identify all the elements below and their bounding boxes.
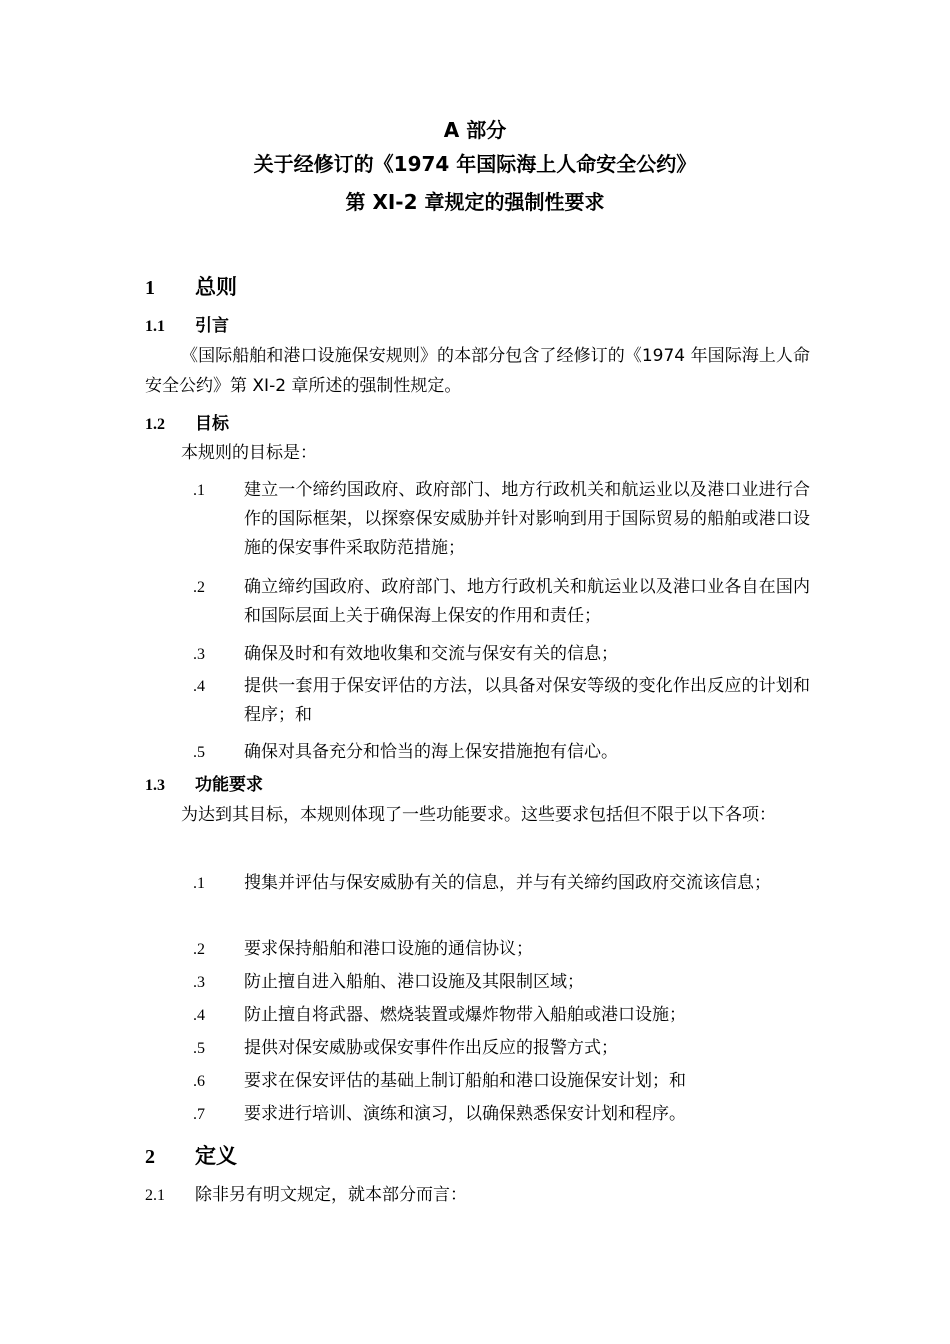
list-item: [193, 1067, 810, 1096]
document-title-line2: 第 XI-2 章规定的强制性要求: [345, 190, 605, 214]
list-item-text: 确保及时和有效地收集和交流与保安有关的信息；: [244, 644, 618, 664]
list-item-number: .7: [193, 1106, 205, 1123]
list-item-number: .5: [193, 1040, 205, 1057]
subsection-number: 1.2: [145, 416, 165, 433]
list-item-number: .3: [193, 974, 205, 991]
introduction-paragraph: 《国际船舶和港口设施保安规则》的本部分包含了经修订的《1974 年国际海上人命安全公约》第 XI-2 章所述的强制性规定。: [145, 346, 810, 396]
section-1-heading: [145, 272, 237, 303]
list-item-number: .3: [193, 646, 205, 663]
list-item: [193, 573, 810, 631]
clause-text: 除非另有明文规定，就本部分而言：: [195, 1185, 467, 1205]
subsection-title: 功能要求: [195, 775, 263, 795]
list-item-number: .1: [193, 482, 205, 499]
list-item-text: 确保对具备充分和恰当的海上保安措施抱有信心。: [244, 742, 618, 762]
functional-requirements-intro: 为达到其目标，本规则体现了一些功能要求。这些要求包括但不限于以下各项：: [181, 805, 776, 825]
clause-number: 2.1: [145, 1187, 165, 1204]
list-item: [193, 1100, 810, 1129]
list-item: [193, 869, 810, 898]
objectives-intro: 本规则的目标是：: [181, 443, 317, 463]
subsection-1-1-heading: [145, 313, 229, 340]
list-item-number: .5: [193, 744, 205, 761]
list-item-text: 防止擅自进入船舶、港口设施及其限制区域；: [244, 972, 584, 992]
list-item-text: 提供对保安威胁或保安事件作出反应的报警方式；: [244, 1038, 618, 1058]
section-number: 2: [145, 1146, 155, 1168]
clause-2-1: [145, 1181, 467, 1210]
section-title: 总则: [195, 275, 237, 299]
list-item-text: 搜集并评估与保安威胁有关的信息，并与有关缔约国政府交流该信息；: [244, 873, 771, 893]
section-title: 定义: [195, 1144, 237, 1168]
list-item: [193, 738, 810, 767]
list-item-text: 建立一个缔约国政府、政府部门、地方行政机关和航运业以及港口业进行合作的国际框架，以探察保安威胁并针对影响到用于国际贸易的船舶或港口设施的保安事件采取防范措施；: [244, 480, 810, 558]
list-item: [193, 672, 810, 730]
list-item-number: .6: [193, 1073, 205, 1090]
list-item: [193, 1034, 810, 1063]
list-item: [193, 640, 810, 669]
list-item: [193, 968, 810, 997]
part-title: A 部分: [443, 118, 507, 142]
list-item: [193, 476, 810, 563]
list-item-number: .2: [193, 941, 205, 958]
subsection-1-3-heading: [145, 772, 263, 799]
list-item: [193, 935, 810, 964]
list-item-number: .1: [193, 875, 205, 892]
list-item-text: 确立缔约国政府、政府部门、地方行政机关和航运业以及港口业各自在国内和国际层面上关于确保海上保安的作用和责任；: [244, 577, 810, 626]
subsection-number: 1.1: [145, 318, 165, 335]
list-item-text: 提供一套用于保安评估的方法，以具备对保安等级的变化作出反应的计划和程序；和: [244, 676, 810, 725]
list-item-text: 要求进行培训、演练和演习，以确保熟悉保安计划和程序。: [244, 1104, 686, 1124]
section-2-heading: [145, 1141, 237, 1172]
document-title-line1: 关于经修订的《1974 年国际海上人命安全公约》: [253, 152, 697, 176]
list-item-number: .2: [193, 579, 205, 596]
list-item: [193, 1001, 810, 1030]
list-item-number: .4: [193, 1007, 205, 1024]
list-item-text: 要求保持船舶和港口设施的通信协议；: [244, 939, 533, 959]
section-number: 1: [145, 277, 155, 299]
list-item-text: 防止擅自将武器、燃烧装置或爆炸物带入船舶或港口设施；: [244, 1005, 686, 1025]
list-item-text: 要求在保安评估的基础上制订船舶和港口设施保安计划；和: [244, 1071, 686, 1091]
subsection-1-2-heading: [145, 411, 229, 438]
subsection-title: 目标: [195, 414, 229, 434]
list-item-number: .4: [193, 678, 205, 695]
subsection-title: 引言: [195, 316, 229, 336]
subsection-number: 1.3: [145, 777, 165, 794]
